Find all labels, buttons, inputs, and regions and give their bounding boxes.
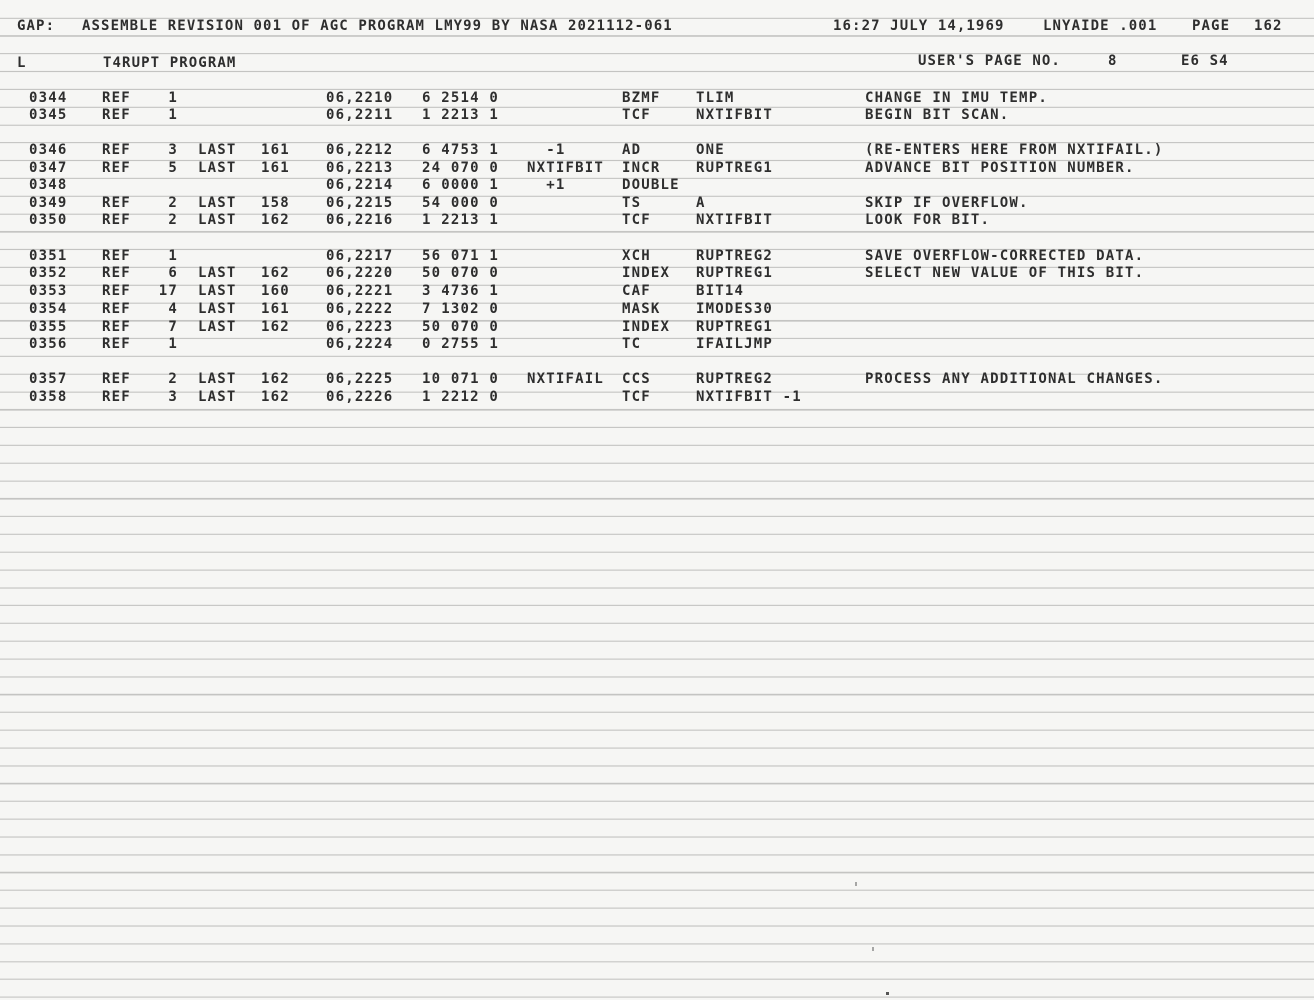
- subheader-users-page-label: USER'S PAGE NO.: [918, 53, 1061, 69]
- octal-word: 0 2755 1: [422, 336, 500, 352]
- operand: IMODES30: [696, 301, 774, 317]
- ref-flag: REF: [102, 371, 131, 387]
- ref-flag: REF: [102, 248, 131, 264]
- last-page: 158: [261, 195, 290, 211]
- address: 06,2214: [326, 177, 394, 193]
- header-label: GAP:: [17, 18, 56, 34]
- octal-word: 56 071 1: [422, 248, 500, 264]
- ref-flag: REF: [102, 195, 131, 211]
- symbol-label: NXTIFBIT: [527, 160, 605, 176]
- last-flag: LAST: [198, 195, 237, 211]
- comment: (RE-ENTERS HERE FROM NXTIFAIL.): [865, 142, 1164, 158]
- octal-word: 7 1302 0: [422, 301, 500, 317]
- ref-flag: REF: [102, 336, 131, 352]
- octal-word: 54 000 0: [422, 195, 500, 211]
- ref-count: 3: [168, 142, 178, 158]
- last-flag: LAST: [198, 371, 237, 387]
- comment: PROCESS ANY ADDITIONAL CHANGES.: [865, 371, 1164, 387]
- header-datetime: 16:27 JULY 14,1969: [833, 18, 1005, 34]
- comment: LOOK FOR BIT.: [865, 212, 991, 228]
- line-number: 0345: [29, 107, 68, 123]
- ref-count: 1: [168, 248, 178, 264]
- address: 06,2221: [326, 283, 394, 299]
- operand: RUPTREG2: [696, 371, 774, 387]
- operand: NXTIFBIT: [696, 212, 774, 228]
- ref-count: 1: [168, 336, 178, 352]
- line-number: 0356: [29, 336, 68, 352]
- line-number: 0351: [29, 248, 68, 264]
- octal-word: 3 4736 1: [422, 283, 500, 299]
- last-page: 161: [261, 142, 290, 158]
- octal-word: 24 070 0: [422, 160, 500, 176]
- symbol-label: NXTIFAIL: [527, 371, 605, 387]
- symbol-label: -1: [527, 142, 566, 158]
- ref-flag: REF: [102, 283, 131, 299]
- last-page: 161: [261, 160, 290, 176]
- last-page: 162: [261, 265, 290, 281]
- ref-count: 3: [168, 389, 178, 405]
- ref-count: 2: [168, 371, 178, 387]
- operand: RUPTREG1: [696, 319, 774, 335]
- opcode: DOUBLE: [622, 177, 680, 193]
- subheader-marker: L: [17, 55, 27, 71]
- address: 06,2226: [326, 389, 394, 405]
- opcode: TCF: [622, 389, 651, 405]
- header-page-label: PAGE: [1192, 18, 1231, 34]
- header-operator: LNYAIDE .001: [1043, 18, 1158, 34]
- ref-flag: REF: [102, 212, 131, 228]
- last-page: 162: [261, 319, 290, 335]
- address: 06,2212: [326, 142, 394, 158]
- comment: SKIP IF OVERFLOW.: [865, 195, 1029, 211]
- octal-word: 6 4753 1: [422, 142, 500, 158]
- address: 06,2213: [326, 160, 394, 176]
- line-number: 0354: [29, 301, 68, 317]
- opcode: TCF: [622, 107, 651, 123]
- comment: SELECT NEW VALUE OF THIS BIT.: [865, 265, 1145, 281]
- subheader-program: T4RUPT PROGRAM: [103, 55, 237, 71]
- header-title: ASSEMBLE REVISION 001 OF AGC PROGRAM LMY99 BY NASA 2021112-061: [82, 18, 673, 34]
- address: 06,2215: [326, 195, 394, 211]
- comment: BEGIN BIT SCAN.: [865, 107, 1010, 123]
- opcode: AD: [622, 142, 642, 158]
- comment: CHANGE IN IMU TEMP.: [865, 90, 1048, 106]
- line-number: 0344: [29, 90, 68, 106]
- last-page: 162: [261, 371, 290, 387]
- line-number: 0352: [29, 265, 68, 281]
- ref-count: 2: [168, 212, 178, 228]
- line-number: 0349: [29, 195, 68, 211]
- operand: NXTIFBIT -1: [696, 389, 802, 405]
- operand: ONE: [696, 142, 725, 158]
- paper-speck: [855, 882, 857, 886]
- ref-flag: REF: [102, 160, 131, 176]
- address: 06,2225: [326, 371, 394, 387]
- ref-flag: REF: [102, 107, 131, 123]
- address: 06,2211: [326, 107, 394, 123]
- octal-word: 10 071 0: [422, 371, 500, 387]
- last-flag: LAST: [198, 319, 237, 335]
- octal-word: 6 0000 1: [422, 177, 500, 193]
- last-page: 160: [261, 283, 290, 299]
- address: 06,2222: [326, 301, 394, 317]
- address: 06,2210: [326, 90, 394, 106]
- address: 06,2220: [326, 265, 394, 281]
- last-flag: LAST: [198, 142, 237, 158]
- ref-flag: REF: [102, 319, 131, 335]
- octal-word: 50 070 0: [422, 265, 500, 281]
- operand: RUPTREG1: [696, 265, 774, 281]
- octal-word: 50 070 0: [422, 319, 500, 335]
- opcode: TC: [622, 336, 642, 352]
- ref-count: 4: [168, 301, 178, 317]
- subheader-users-page-number: 8: [1108, 53, 1118, 69]
- address: 06,2224: [326, 336, 394, 352]
- header-page-number: 162: [1254, 18, 1283, 34]
- last-flag: LAST: [198, 301, 237, 317]
- ref-flag: REF: [102, 265, 131, 281]
- opcode: TS: [622, 195, 642, 211]
- last-flag: LAST: [198, 212, 237, 228]
- paper-speck: [886, 992, 889, 995]
- octal-word: 1 2213 1: [422, 212, 500, 228]
- opcode: INCR: [622, 160, 661, 176]
- address: 06,2217: [326, 248, 394, 264]
- line-number: 0346: [29, 142, 68, 158]
- line-number: 0353: [29, 283, 68, 299]
- comment: ADVANCE BIT POSITION NUMBER.: [865, 160, 1135, 176]
- opcode: MASK: [622, 301, 661, 317]
- last-page: 162: [261, 212, 290, 228]
- ref-flag: REF: [102, 142, 131, 158]
- ref-count: 7: [168, 319, 178, 335]
- last-flag: LAST: [198, 265, 237, 281]
- operand: RUPTREG1: [696, 160, 774, 176]
- operand: BIT14: [696, 283, 745, 299]
- symbol-label: +1: [527, 177, 566, 193]
- ref-count: 2: [168, 195, 178, 211]
- operand: A: [696, 195, 706, 211]
- opcode: TCF: [622, 212, 651, 228]
- opcode: XCH: [622, 248, 651, 264]
- opcode: CCS: [622, 371, 651, 387]
- ref-flag: REF: [102, 301, 131, 317]
- last-flag: LAST: [198, 160, 237, 176]
- line-number: 0358: [29, 389, 68, 405]
- opcode: CAF: [622, 283, 651, 299]
- line-number: 0357: [29, 371, 68, 387]
- last-flag: LAST: [198, 283, 237, 299]
- ref-count: 5: [168, 160, 178, 176]
- line-number: 0348: [29, 177, 68, 193]
- ref-flag: REF: [102, 90, 131, 106]
- operand: RUPTREG2: [696, 248, 774, 264]
- opcode: BZMF: [622, 90, 661, 106]
- ref-count: 6: [168, 265, 178, 281]
- opcode: INDEX: [622, 265, 671, 281]
- ref-flag: REF: [102, 389, 131, 405]
- paper-speck: [872, 947, 874, 951]
- line-number: 0355: [29, 319, 68, 335]
- address: 06,2223: [326, 319, 394, 335]
- opcode: INDEX: [622, 319, 671, 335]
- last-page: 161: [261, 301, 290, 317]
- octal-word: 1 2213 1: [422, 107, 500, 123]
- address: 06,2216: [326, 212, 394, 228]
- subheader-code: E6 S4: [1181, 53, 1229, 69]
- last-flag: LAST: [198, 389, 237, 405]
- ref-count: 17: [158, 283, 178, 299]
- comment: SAVE OVERFLOW-CORRECTED DATA.: [865, 248, 1145, 264]
- octal-word: 6 2514 0: [422, 90, 500, 106]
- operand: IFAILJMP: [696, 336, 774, 352]
- operand: TLIM: [696, 90, 735, 106]
- octal-word: 1 2212 0: [422, 389, 500, 405]
- last-page: 162: [261, 389, 290, 405]
- ref-count: 1: [168, 107, 178, 123]
- ref-count: 1: [168, 90, 178, 106]
- line-number: 0347: [29, 160, 68, 176]
- operand: NXTIFBIT: [696, 107, 774, 123]
- line-number: 0350: [29, 212, 68, 228]
